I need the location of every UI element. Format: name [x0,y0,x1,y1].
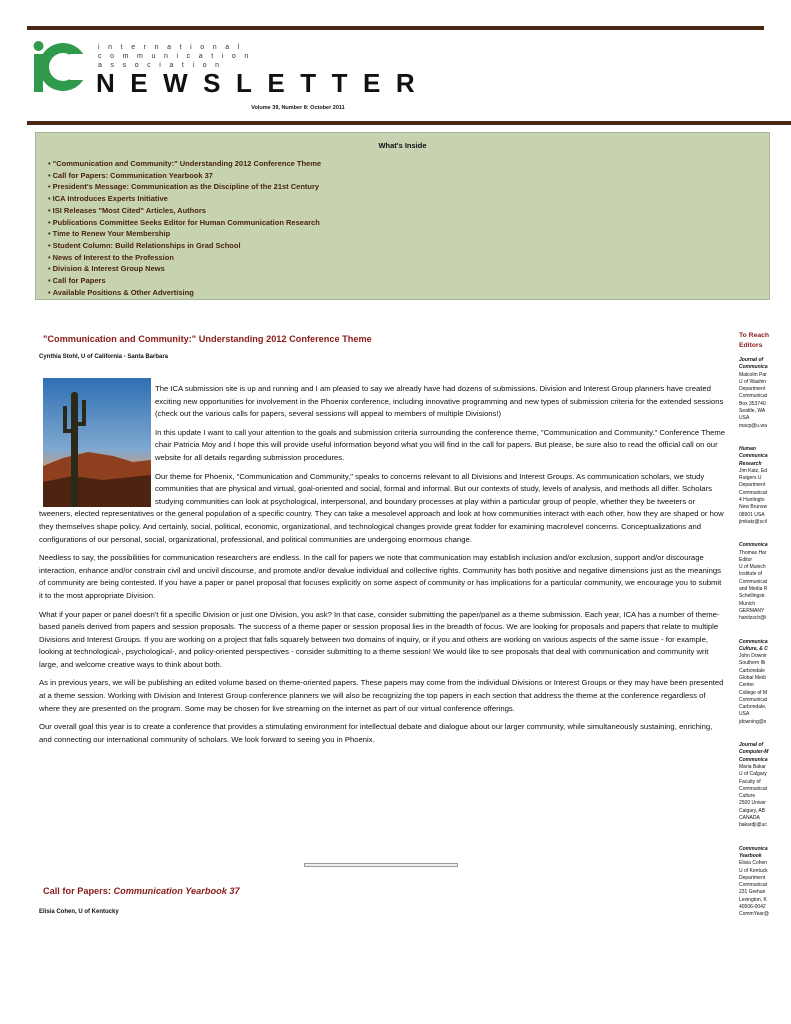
article-paragraph: Our theme for Phoenix, "Communication and Community," speaks to concerns relevant to all Divisions and Interest Groups. As communication scholars, we study communities that are physical and virtual, goal-oriented and social, formal and informal. But our contexts of study, levels of analysis, and methods all differ. Scholars studying communities can look at psychological, interpersonal, and boundary processes at play within a particular group of people, whether they be tweeters or tweeners, elected representatives or the general population of a specific country. They can take a mesolevel approach and look at how communities interact with each other, how they are shaped or how they themselves shape policy. And certainly, social, political, economic, organizational, and technological changes provide great fodder for examining macrolevel concerns. Conceptualizations and configurations of our personal, social, organizational, professional, and political communities are undergoing enormous change. [39,471,724,544]
toc-item[interactable]: • Available Positions & Other Advertising [48,287,769,299]
sidebar-heading: To Reach Editors [739,332,770,349]
journal-name: Journal of [739,357,764,363]
editor-contact-line: Institute of [739,571,763,578]
editor-contact-line: John Downir [739,653,767,660]
masthead-line-association: association [98,62,228,69]
editor-contact-line: Carbondale, [739,704,767,711]
article-body [39,383,727,752]
editor-contact-line: and Media R [739,586,768,593]
article-paragraph: As in previous years, we will be publishing an edited volume based on theme-oriented papers. These papers may come from the individual Divisions or Interest Groups or they may have been presented at a theme session. Working with Division and Interest Group conference planners we will also be recognizing the top papers in each section that address the theme at the conference regardless of where they are presented on the program. Some may be chosen for live streaming on the internet as part of our virtual conference offerings. [39,678,724,713]
editor-contact-line: 231 Grehan [739,889,766,896]
editor-contact-line: Communicat [739,696,768,703]
journal-name: Communica [739,638,768,645]
editor-contact-block [739,639,791,727]
editor-contact-line: Department [739,874,766,881]
toc-item[interactable]: • "Communication and Community:" Understanding 2012 Conference Theme [48,158,769,170]
editor-contact-line: USA [739,711,750,718]
journal-name: Journal of [739,742,764,749]
newsletter-title: NEWSLETTER [96,68,431,98]
editor-contact-line: jimkatz@scil [739,518,767,525]
editor-contact-line: Center [739,682,755,689]
editors-sidebar [739,331,791,935]
editor-contact-line: Communicat [739,785,768,792]
toc-item[interactable]: • ICA Introduces Experts Initiative [48,193,769,205]
editor-contact-line: U of Calgary [739,771,767,778]
article-paragraph: What if your paper or panel doesn't fit a specific Division or just one Division, you ask? In that case, consider submitting the paper/panel as a theme submission. Each year, ICA has a number of theme-based panels derived from papers and session proposals. The success of a theme paper or session proposal lies in the breadth of focus. We are looking for proposals and papers that relate to multiple Divisions and Interest Groups. If you are working on a project that falls squarely between two domains of inquiry, or if you and others are working on various aspects of the same issue - for example, looking at technological-, psychological-, and policy-oriented perspectives - consider submitting to a theme session! We would like to see proposals that deal with communication and community writ large, and welcome creative ways to think about both. [39,609,720,669]
masthead-line-international: international [98,44,248,51]
toc-item[interactable]: • News of Interest to the Profession [48,252,769,264]
article2-title-prefix: Call for Papers: [43,886,114,896]
editor-contact-block [739,357,791,430]
article-author: Cynthia Stohl, U of California - Santa Barbara [39,354,169,360]
editor-contact-line: 40506-0042 [739,904,766,910]
editor-contact-line: Editor [739,556,753,563]
whats-inside-title: What's Inside [378,141,427,150]
editor-contact-line: Lexington, K [739,896,767,903]
editor-contact-line: Jim Katz, Ed [739,467,768,474]
article-paragraph: In this update I want to call your attention to the goals and submission criteria surrounding the conference theme, "Communication and Community." Conference Theme chair Patricia Moy and I hope this will provide useful information beyond what you will find in the call for papers. But please, be sure also to read the official call on our website for all details regarding submission procedures. [155,427,726,462]
journal-name: Culture, & C [739,645,768,652]
top-rule [27,26,764,30]
article-paragraph: Our overall goal this year is to create a conference that provides a stimulating environment for intellectual debate and dialogue about our larger community, while simultaneously sustaining, enriching, and connecting our international community of scholars. We look forward to seeing you in Phoenix. [39,722,713,744]
toc-item[interactable]: • Division & Interest Group News [48,263,769,275]
editor-contact-line: Global Medi [739,674,766,681]
masthead [30,38,431,98]
journal-name: Computer-M [739,749,769,756]
editor-contact-line: Department [739,482,766,489]
editor-contact-block [739,446,791,526]
toc-item[interactable]: • ISI Releases "Most Cited" Articles, Authors [48,205,769,217]
editor-contact-line: macp@u.wa [739,422,767,429]
article2-title-italic: Communication Yearbook 37 [113,886,240,896]
editor-contact-block [739,846,791,919]
article2-author: Elisia Cohen, U of Kentucky [39,909,119,915]
editor-contact-line: 2500 Univer [739,800,766,807]
editor-contact-line: GERMANY [739,607,765,614]
toc-item[interactable]: • Publications Committee Seeks Editor for Human Communication Research [48,217,769,229]
editor-contact-line: CANADA [739,815,760,822]
editor-contact-line: Communicat [739,578,768,585]
editor-contact-line: College of M [739,689,768,696]
editor-contact-line: 08901 USA [739,511,765,518]
journal-name: Research [739,460,762,467]
editor-contact-line: Faculty of [739,778,761,785]
journal-name: Communica [739,845,768,852]
volume-info: Volume 39, Number 8: October 2011 [251,105,345,111]
article-paragraph: The ICA submission site is up and running and I am pleased to say we already have had dozens of submissions. Division and Interest Group planners have created exciting new opportunities for involvement in the Phoenix conference, including innovative programming and new types of submission criteria for the extended sessions (check out the various calls for papers, several sessions will appeal to members of multiple Divisions!) [155,384,724,419]
editor-contact-line: hanitzsch@i [739,615,767,622]
toc-item[interactable]: • Call for Papers: Communication Yearbook 37 [48,170,769,182]
editor-contact-line: Elisia Cohen [739,860,768,867]
journal-name: Communica [739,364,768,371]
article2-title [43,886,240,896]
editor-contact-line: Communicat [739,882,768,889]
toc-item[interactable]: • Student Column: Build Relationships in Grad School [48,240,769,252]
editor-contact-line: CommYear@ [739,911,769,918]
editor-contact-line: Rutgers U [739,475,762,482]
journal-name: Communica [739,453,768,460]
article-paragraph: Needless to say, the possibilities for communication researchers are endless. In the call for papers we note that communication may establish inclusion and/or exclusion, support and/or discourage interaction, enhance and/or constrain civil and uncivil discourse, and promote and/or devalue individual and collective rights. Community has both positive and negative dimensions just as the meanings of community are being contested. If you have a paper or panel proposal that focuses explicitly on some aspect of community or has implications for a particular community, we encourage you to submit it to the most appropriate Division. [39,553,722,600]
editor-contact-line: jdowning@s [739,718,767,725]
editor-contact-line: New Brunsw [739,504,768,511]
editor-contact-line: Southern Illi [739,660,766,667]
editor-contact-line: Maria Bakar [739,763,766,770]
editor-contact-line: 4 Huntingto [739,497,765,504]
journal-name: Communica [739,542,768,549]
editor-contact-line: Malcolm Par [739,371,767,378]
editor-contact-line: Department [739,386,766,393]
editor-contact-line: bakardji@uc [739,822,767,829]
toc-list [48,158,769,298]
header-rule [27,121,791,125]
editor-contact-block [739,742,791,830]
editor-contact-line: U of Washin [739,378,767,385]
article-title: "Communication and Community:" Understanding 2012 Conference Theme [43,334,372,344]
section-divider [304,863,458,867]
editor-contact-line: Communicat [739,489,768,496]
editor-contact-line: Seattle, WA [739,408,766,415]
editor-contact-line: Culture [739,793,756,800]
editor-contact-line: Box 353740 [739,400,766,407]
editor-contact-line: U of Munich [739,564,766,571]
editor-contact-line: Munich [739,600,756,607]
toc-item[interactable]: • President's Message: Communication as the Discipline of the 21st Century [48,181,769,193]
journal-name: Human [739,445,756,452]
editor-contact-line: Thomas Har [739,549,767,556]
toc-item[interactable]: • Time to Renew Your Membership [48,228,769,240]
editor-contact-line: Calgary, AB [739,807,766,814]
editor-contact-line: U of Kentuck [739,867,768,874]
editor-contact-line: Carbondale [739,667,765,674]
editor-contact-line: USA [739,415,750,422]
masthead-line-communication: communication [98,53,257,60]
journal-name: Yearbook [739,852,762,859]
editor-contact-block [739,542,791,622]
ica-logo-icon [30,40,86,94]
whats-inside-box [35,132,770,300]
journal-name: Communica [739,756,768,763]
editor-contact-line: Communicat [739,393,768,400]
editor-contact-line: Schellingstr. [739,593,766,600]
toc-item[interactable]: • Call for Papers [48,275,769,287]
